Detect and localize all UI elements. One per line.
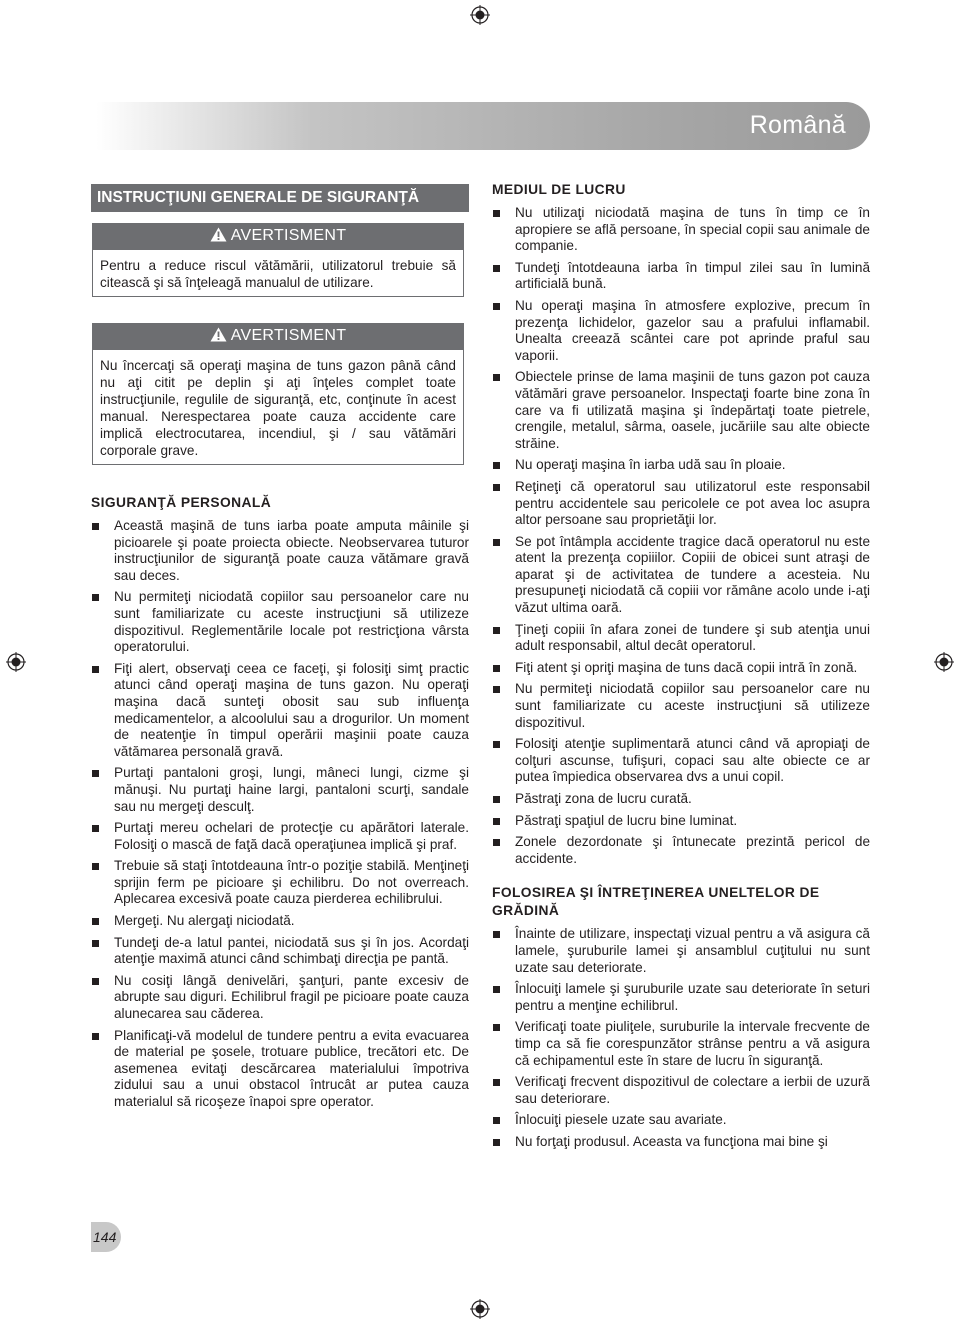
list-item: Tundeţi întotdeauna iarba în timpul zilei sau în lumină artificială bună. — [492, 260, 870, 293]
list-item: Purtaţi mereu ochelari de protecţie cu apărători laterale. Folosiţi o mască de faţă dacă operaţiunea implică şi praf. — [91, 820, 469, 853]
list-item: Reţineţi că operatorul sau utilizatorul este responsabil pentru accidentele sau pericolele ce pot avea loc asupra altor persoane sau proprietăţii lor. — [492, 479, 870, 529]
list-item: Folosiţi atenţie suplimentară atunci când vă apropiaţi de colţuri ascunse, tufişuri, copaci sau alte obiecte ce ar putea împiedica observarea dvs a unui copil. — [492, 736, 870, 786]
list-item: Înainte de utilizare, inspectaţi vizual pentru a vă asigura că lamele, şuruburile lamei şi ansamblul cuţitului nu sunt uzate sau deteriorate. — [492, 926, 870, 976]
list-item: Zonele dezordonate şi întunecate prezintă pericol de accidente. — [492, 834, 870, 867]
list-item: Această maşină de tuns iarba poate amputa mâinile şi picioarele şi poate proiecta obiecte. Neobservarea tuturor instrucţiunilor de siguranţă poate cauza vătămare gravă sau deces. — [91, 518, 469, 584]
personal-safety-title: SIGURANŢĂ PERSONALĂ — [91, 495, 272, 510]
registration-mark-icon — [470, 5, 490, 25]
warning-heading-text: AVERTISMENT — [230, 327, 347, 344]
warning-heading — [93, 224, 463, 250]
tools-maintenance-title: FOLOSIREA ŞI ÎNTREŢINEREA UNELTELOR DE GRĂDINĂ — [492, 885, 820, 919]
right-column — [492, 181, 870, 1156]
list-item: Nu operaţi maşina în iarba udă sau în ploaie. — [492, 457, 870, 474]
personal-safety-list — [91, 518, 469, 1111]
warning-box — [92, 323, 464, 465]
language-banner — [96, 102, 870, 150]
work-environment-title: MEDIUL DE LUCRU — [492, 182, 626, 197]
list-item: Nu permiteţi niciodată copiilor sau persoanelor care nu sunt familiarizate cu aceste instrucţiuni să utilizeze dispozitivul. — [492, 681, 870, 731]
warning-triangle-icon — [210, 227, 227, 247]
registration-mark-icon — [6, 652, 26, 672]
list-item: Nu permiteţi niciodată copiilor sau persoanelor care nu sunt familiarizate cu aceste instrucţiuni să utilizeze dispozitivul. Reglementările locale pot restricţiona vârsta operatorului. — [91, 589, 469, 655]
registration-mark-icon — [934, 652, 954, 672]
list-item: Nu forţaţi produsul. Aceasta va funcţiona mai bine şi — [492, 1134, 870, 1151]
warning-box — [92, 223, 464, 297]
list-item: Înlocuiţi lamele şi şuruburile uzate sau deteriorate în seturi pentru a menţine echilibrul. — [492, 981, 870, 1014]
language-label: Română — [749, 111, 846, 139]
list-item: Înlocuiţi piesele uzate sau avariate. — [492, 1112, 870, 1129]
list-item: Nu utilizaţi niciodată maşina de tuns în timp ce în apropiere se află persoane, în special copii sau animale de companie. — [492, 205, 870, 255]
page-number-tab — [91, 1222, 121, 1252]
tools-maintenance-list — [492, 926, 870, 1150]
list-item: Verificaţi toate piuliţele, suruburile la intervale frecvente de timp ca să fie corespunzător strânse pentru a vă asigura că echipamentul este în stare de lucru în siguranţă. — [492, 1019, 870, 1069]
warning-heading-text: AVERTISMENT — [230, 227, 347, 244]
list-item: Verificaţi frecvent dispozitivul de colectare a ierbii de uzură sau deteriorare. — [492, 1074, 870, 1107]
list-item: Ţineţi copiii în afara zonei de tundere şi sub atenţia unui adult responsabil, altul decât operatorul. — [492, 622, 870, 655]
list-item: Trebuie să staţi întotdeauna într-o poziţie stabilă. Menţineţi sprijin ferm pe picioare şi echilibru. Do not overreach. Aplecarea excesivă poate cauza pierderea echilibrului. — [91, 858, 469, 908]
warning-triangle-icon — [210, 327, 227, 347]
list-item: Păstraţi zona de lucru curată. — [492, 791, 870, 808]
list-item: Păstraţi spaţiul de lucru bine luminat. — [492, 813, 870, 830]
list-item: Obiectele prinse de lama maşinii de tuns gazon pot cauza vătămări grave persoanelor. Inspectaţi foarte bine zona în care va fi utilizată maşina şi îndepărtaţi toate pietrele, crengile, metalul, sârma, oasele, jucăriile sau alte obiecte străine. — [492, 369, 870, 452]
left-column — [91, 184, 469, 1116]
warning-text: Nu încercaţi să operaţi maşina de tuns gazon până când nu aţi citit pe deplin şi aţi înţeles complet toate instrucţiunile, regulile de siguranţă, etc, conţinute în acest manual. Nerespectarea poate cauza accidente care implică electrocutarea, incendiul, şi / sau vătămări corporale grave. — [100, 358, 456, 458]
list-item: Nu operaţi maşina în atmosfere explozive, precum în prezenţa lichidelor, gazelor sau a prafului inflamabil. Unealta creează scântei care pot aprinde praful sau vaporii. — [492, 298, 870, 364]
work-environment-list — [492, 205, 870, 867]
list-item: Tundeţi de-a latul pantei, niciodată sus şi în jos. Acordaţi atenţie maximă atunci când schimbaţi direcţia pe pantă. — [91, 935, 469, 968]
list-item: Purtaţi pantaloni groşi, lungi, mâneci lungi, cizme şi mănuşi. Nu purtaţi haine largi, pantaloni scurţi, sandale sau nu mergeţi desculţ. — [91, 765, 469, 815]
section-title: INSTRUCŢIUNI GENERALE DE SIGURANŢĂ — [91, 184, 469, 212]
warning-heading — [93, 324, 463, 350]
list-item: Se pot întâmpla accidente tragice dacă operatorul nu este atent la prezenţa copiiilor. Copiii de obicei sunt atraşi de aparat şi de activitatea de tundere a acesteia. Nu presupuneţi niciodată că copiii vor rămâne acolo unde i-aţi văzut ultima oară. — [492, 534, 870, 617]
warning-text: Pentru a reduce riscul vătămării, utilizatorul trebuie să citească şi să înţeleagă manualul de utilizare. — [100, 258, 456, 290]
list-item: Mergeţi. Nu alergaţi niciodată. — [91, 913, 469, 930]
list-item: Fiţi alert, observaţi ceea ce faceţi, şi folosiţi simţ practic atunci când operaţi maşina de tuns gazon. Nu operaţi maşina dacă sunteţi obosit sau sub influenţa medicamentelor, a alcoolului sau a drogurilor. Un moment de neatenţie în timpul operării maşinii poate cauza vătămarea personală gravă. — [91, 661, 469, 761]
registration-mark-icon — [470, 1299, 490, 1319]
page-number: 144 — [93, 1229, 117, 1245]
list-item: Fiţi atent şi opriţi maşina de tuns dacă copii intră în zonă. — [492, 660, 870, 677]
list-item: Nu cosiţi lângă denivelări, şanţuri, pante excesiv de abrupte sau diguri. Echilibrul fragil pe picioare poate cauza alunecarea sau căderea. — [91, 973, 469, 1023]
list-item: Planificaţi-vă modelul de tundere pentru a evita evacuarea de material pe şosele, trotuare publice, trecători etc. De asemenea evitaţi descărcarea materialului împotriva zidului sau a unui obstacol întrucât ar putea cauza materialul să ricoşeze înapoi spre operator. — [91, 1028, 469, 1111]
